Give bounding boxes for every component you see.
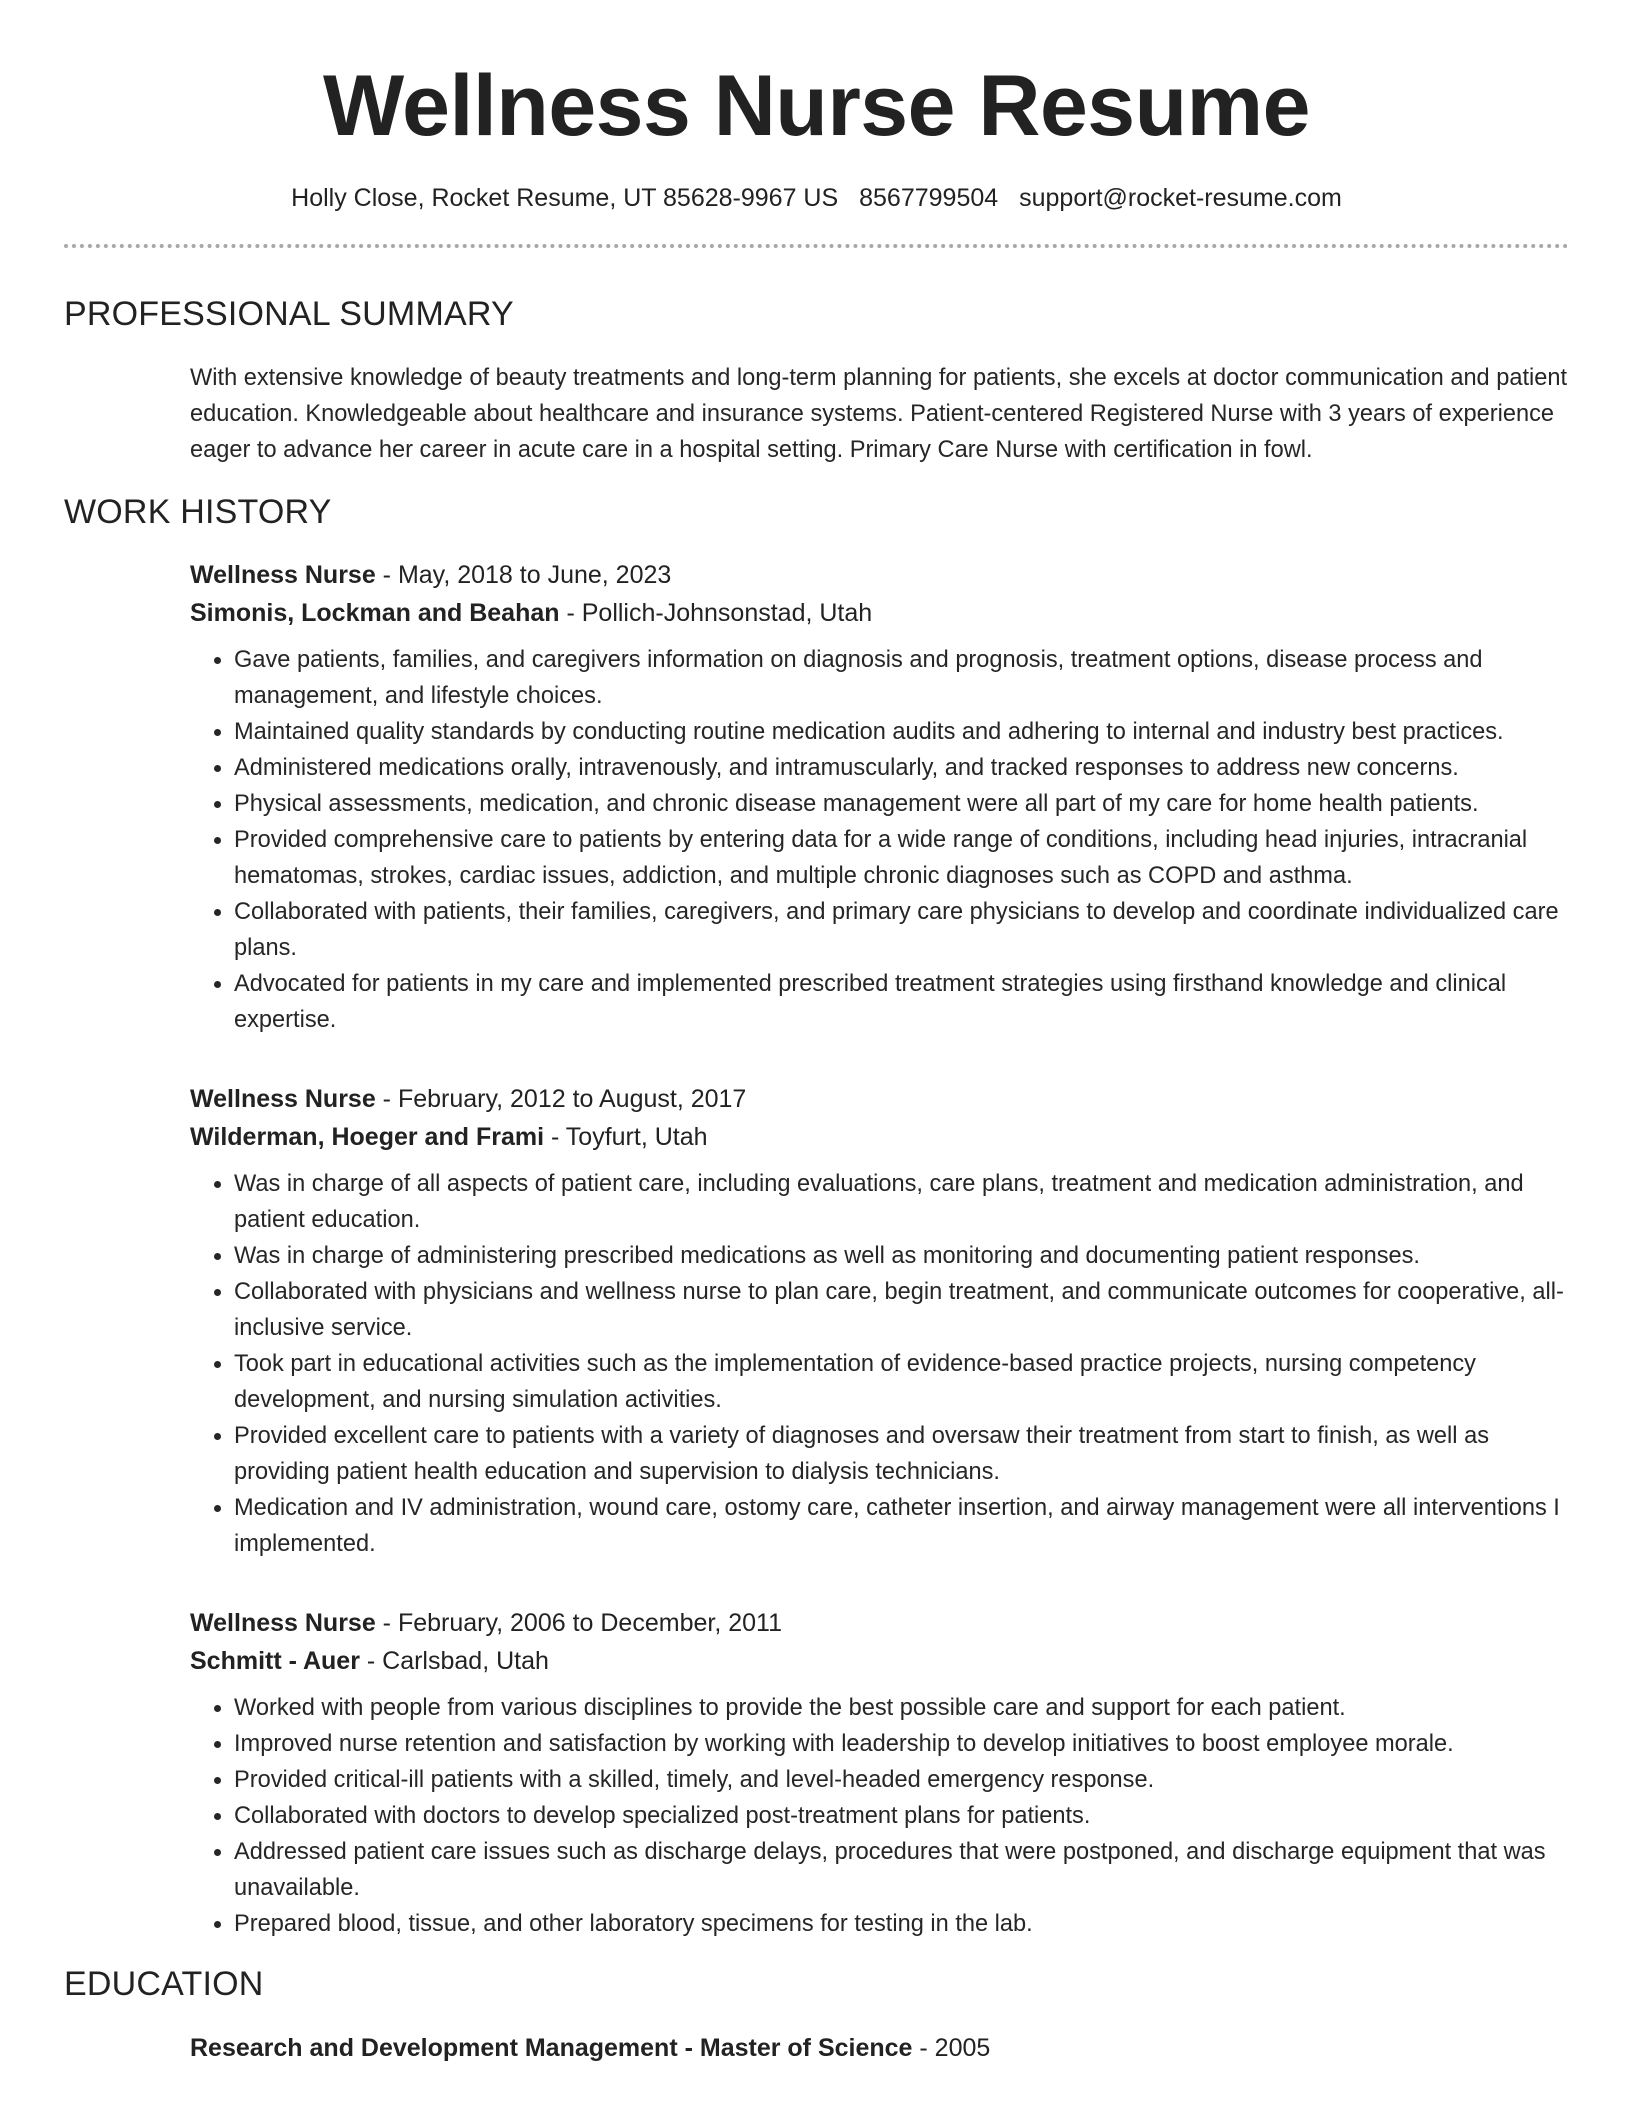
- list-item: • Medication and IV administration, wound care, ostomy care, catheter insertion, and airway management were all interventions I implemented.: [234, 1490, 1569, 1562]
- contact-email: support@rocket-resume.com: [1019, 184, 1342, 212]
- job-entry: [190, 1604, 1569, 1942]
- job-company-line: [190, 1118, 1569, 1156]
- job-title: Wellness Nurse: [190, 1085, 376, 1113]
- job-title: Wellness Nurse: [190, 561, 376, 589]
- resume-page: [64, 0, 1569, 2066]
- job-dates: - February, 2012 to August, 2017: [375, 1085, 747, 1113]
- job-bullets: [190, 1166, 1569, 1562]
- job-location: - Carlsbad, Utah: [359, 1647, 549, 1675]
- list-item: • Addressed patient care issues such as discharge delays, procedures that were postponed, and discharge equipment that was unavailable.: [234, 1834, 1569, 1906]
- education-year: - 2005: [912, 2034, 991, 2062]
- contact-line: [64, 182, 1569, 214]
- job-location: - Toyfurt, Utah: [544, 1123, 708, 1151]
- job-title: Wellness Nurse: [190, 1609, 376, 1637]
- job-entry: [190, 556, 1569, 1038]
- list-item: • Was in charge of administering prescribed medications as well as monitoring and documenting patient responses.: [234, 1238, 1569, 1274]
- list-item: • Prepared blood, tissue, and other laboratory specimens for testing in the lab.: [234, 1906, 1569, 1942]
- education-heading: EDUCATION: [64, 1965, 264, 2003]
- resume-title: Wellness Nurse Resume: [323, 58, 1310, 154]
- list-item: • Administered medications orally, intravenously, and intramuscularly, and tracked responses to address new concerns.: [234, 750, 1569, 786]
- list-item: • Worked with people from various disciplines to provide the best possible care and support for each patient.: [234, 1690, 1569, 1726]
- list-item: • Took part in educational activities such as the implementation of evidence-based practice projects, nursing competency development, and nursing simulation activities.: [234, 1346, 1569, 1418]
- job-location: - Pollich-Johnsonstad, Utah: [559, 599, 873, 627]
- list-item: • Provided comprehensive care to patients by entering data for a wide range of conditions, including head injuries, intracranial hematomas, strokes, cardiac issues, addiction, and multiple chronic diagnoses such as COPD and asthma.: [234, 822, 1569, 894]
- list-item: • Was in charge of all aspects of patient care, including evaluations, care plans, treatment and medication administration, and patient education.: [234, 1166, 1569, 1238]
- contact-address: Holly Close, Rocket Resume, UT 85628-9967 US: [291, 184, 839, 212]
- job-entry: [190, 1080, 1569, 1562]
- list-item: • Collaborated with physicians and wellness nurse to plan care, begin treatment, and communicate outcomes for cooperative, all-inclusive service.: [234, 1274, 1569, 1346]
- list-item: • Collaborated with patients, their families, caregivers, and primary care physicians to develop and coordinate individualized care plans.: [234, 894, 1569, 966]
- job-title-line: [190, 1080, 1569, 1118]
- contact-phone: 8567799504: [859, 184, 999, 212]
- list-item: • Physical assessments, medication, and chronic disease management were all part of my care for home health patients.: [234, 786, 1569, 822]
- summary-text: With extensive knowledge of beauty treatments and long-term planning for patients, she excels at doctor communication and patient education. Knowledgeable about healthcare and insurance systems. Patient-centered Registered Nurse with 3 years of experience eager to advance her career in acute care in a hospital setting. Primary Care Nurse with certification in fowl.: [190, 365, 1568, 463]
- job-title-line: [190, 1604, 1569, 1642]
- list-item: • Gave patients, families, and caregivers information on diagnosis and prognosis, treatment options, disease process and management, and lifestyle choices.: [234, 642, 1569, 714]
- job-company-line: [190, 594, 1569, 632]
- job-company: Wilderman, Hoeger and Frami: [190, 1123, 545, 1151]
- summary-heading: PROFESSIONAL SUMMARY: [64, 295, 514, 333]
- job-company: Schmitt - Auer: [190, 1647, 360, 1675]
- list-item: • Improved nurse retention and satisfaction by working with leadership to develop initiatives to boost employee morale.: [234, 1726, 1569, 1762]
- job-company-line: [190, 1642, 1569, 1680]
- job-title-line: [190, 556, 1569, 594]
- job-dates: - May, 2018 to June, 2023: [375, 561, 672, 589]
- list-item: • Maintained quality standards by conducting routine medication audits and adhering to internal and industry best practices.: [234, 714, 1569, 750]
- job-bullets: [190, 642, 1569, 1038]
- list-item: • Provided excellent care to patients with a variety of diagnoses and oversaw their treatment from start to finish, as well as providing patient health education and supervision to dialysis technicians.: [234, 1418, 1569, 1490]
- header-divider: [64, 244, 1569, 248]
- job-bullets: [190, 1690, 1569, 1942]
- education-degree: Research and Development Management - Master of Science: [190, 2034, 913, 2062]
- work-history-heading: WORK HISTORY: [64, 493, 332, 531]
- list-item: • Collaborated with doctors to develop specialized post-treatment plans for patients.: [234, 1798, 1569, 1834]
- list-item: • Advocated for patients in my care and implemented prescribed treatment strategies using firsthand knowledge and clinical expertise.: [234, 966, 1569, 1038]
- education-entry: [190, 2030, 1569, 2066]
- list-item: • Provided critical-ill patients with a skilled, timely, and level-headed emergency response.: [234, 1762, 1569, 1798]
- job-company: Simonis, Lockman and Beahan: [190, 599, 560, 627]
- job-dates: - February, 2006 to December, 2011: [375, 1609, 782, 1637]
